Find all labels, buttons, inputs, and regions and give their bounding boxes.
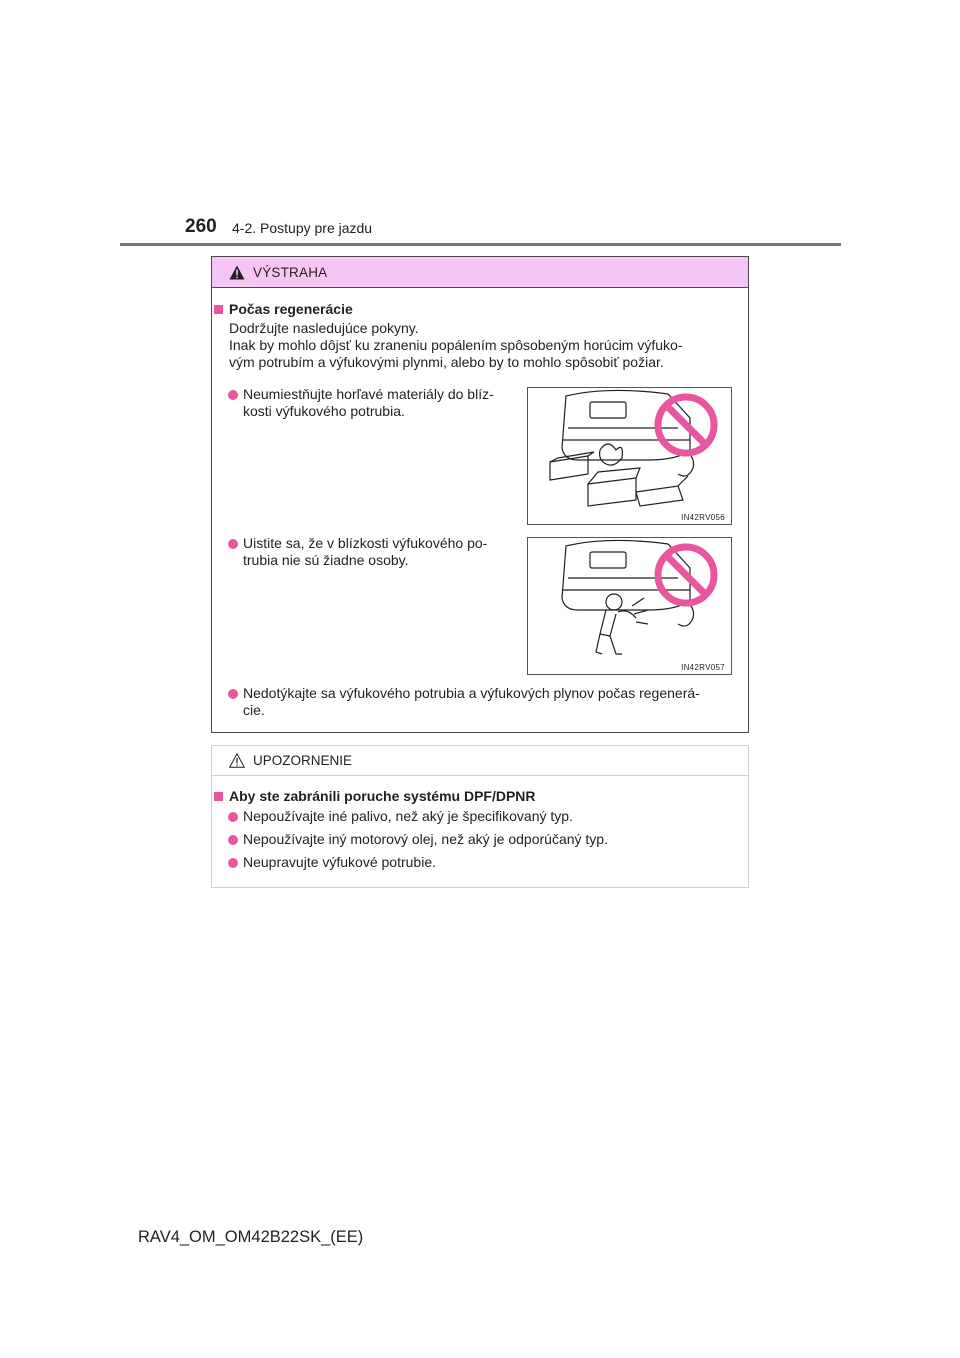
illustration-flammables — [527, 387, 732, 525]
square-bullet-icon — [214, 305, 223, 314]
warning-label: VÝSTRAHA — [253, 264, 328, 280]
car-rear-person-drawing — [528, 538, 731, 674]
prohibited-icon — [658, 547, 714, 603]
circle-bullet-icon — [228, 390, 238, 400]
notice-heading: Aby ste zabránili poruche systému DPF/DPNR — [214, 788, 536, 804]
figure-code: IN42RV056 — [681, 513, 725, 522]
notice-item-3: Neupravujte výfukové potrubie. — [243, 854, 436, 870]
notice-label: UPOZORNENIE — [253, 753, 353, 768]
warning-intro-line2: vým potrubím a výfukovými plynmi, alebo by to mohlo spôsobiť požiar. — [229, 354, 664, 370]
section-title: 4-2. Postupy pre jazdu — [232, 220, 373, 236]
figure-code: IN42RV057 — [681, 663, 725, 672]
warning-triangle-icon — [229, 265, 245, 280]
warning-item-2-line2: trubia nie sú žiadne osoby. — [243, 552, 409, 568]
notice-item-2: Nepoužívajte iný motorový olej, než aký je odporúčaný typ. — [243, 831, 608, 847]
circle-bullet-icon — [228, 835, 238, 845]
warning-heading: Počas regenerácie — [214, 301, 353, 317]
prohibited-icon — [658, 397, 714, 453]
document-code: RAV4_OM_OM42B22SK_(EE) — [138, 1228, 364, 1246]
circle-bullet-icon — [228, 689, 238, 699]
notice-item-1: Nepoužívajte iné palivo, než aký je špecifikovaný typ. — [243, 808, 573, 824]
warning-intro-line1: Inak by mohlo dôjsť ku zraneniu popálením spôsobeným horúcim výfuko- — [229, 337, 683, 353]
car-rear-flammables-drawing — [528, 388, 731, 524]
page-number: 260 — [185, 216, 217, 237]
illustration-person — [527, 537, 732, 675]
warning-item-3-line2: cie. — [243, 702, 265, 718]
warning-item-2-line1: Uistite sa, že v blízkosti výfukového po- — [243, 535, 488, 551]
notice-header — [212, 746, 748, 776]
warning-intro: Dodržujte nasledujúce pokyny. — [229, 320, 419, 336]
caution-triangle-icon — [229, 753, 245, 768]
circle-bullet-icon — [228, 812, 238, 822]
circle-bullet-icon — [228, 539, 238, 549]
warning-header — [212, 257, 748, 288]
square-bullet-icon — [214, 792, 223, 801]
warning-item-3-line1: Nedotýkajte sa výfukového potrubia a výfukových plynov počas regenerá- — [243, 685, 700, 701]
warning-item-1-line1: Neumiestňujte horľavé materiály do blíz- — [243, 386, 494, 402]
circle-bullet-icon — [228, 858, 238, 868]
warning-item-1-line2: kosti výfukového potrubia. — [243, 403, 405, 419]
header-divider — [120, 243, 841, 246]
